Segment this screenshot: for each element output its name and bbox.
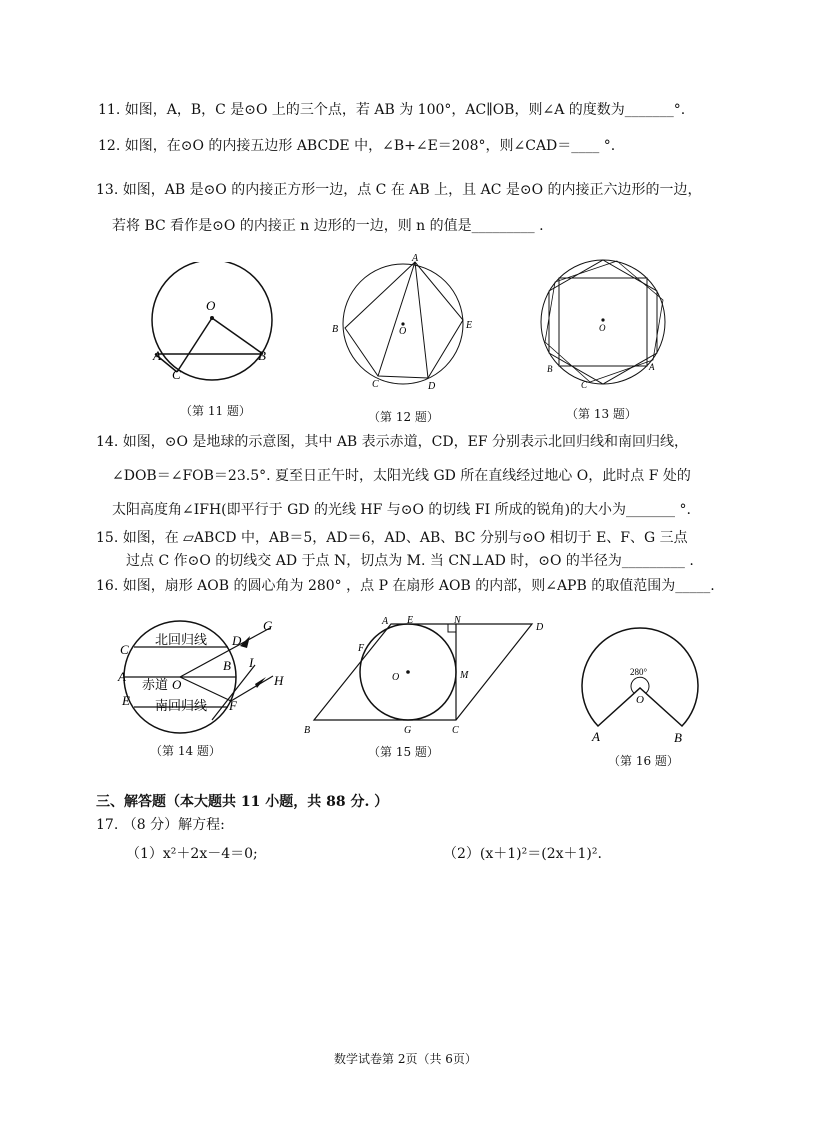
fig13-label-o: O — [599, 323, 606, 333]
question-17-part1: （1）x²＋2x－4＝0; — [126, 846, 258, 862]
question-17: 17. （8 分）解方程: — [96, 817, 225, 833]
fig14-arrow-g — [240, 636, 250, 648]
fig13-label-b: B — [547, 364, 553, 374]
question-14-line3: 太阳高度角∠IFH(即平行于 GD 的光线 HF 与⊙O 的切线 FI 所成的锐角)的大小为_______ °. — [112, 502, 691, 518]
fig15-label-a: A — [382, 616, 389, 627]
question-16: 16. 如图，扇形 AOB 的圆心角为 280° ，点 P 在扇形 AOB 的内部，则∠APB 的取值范围为_____. — [96, 578, 715, 594]
caption-12: （第 12 题） — [368, 410, 439, 424]
fig12-label-c: C — [372, 379, 379, 390]
question-11: 11. 如图，A，B，C 是⊙O 上的三个点，若 AB 为 100°，AC∥OB，则∠A 的度数为_______°. — [98, 102, 686, 118]
question-15-line2: 过点 C 作⊙O 的切线交 AD 于点 N，切点为 M. 当 CN⊥AD 时，⊙O 的半径为_________ . — [126, 553, 694, 569]
fig13-polygon-extra — [545, 261, 663, 382]
caption-14: （第 14 题） — [150, 744, 221, 758]
figure-16 — [576, 618, 716, 748]
fig15-label-o: O — [392, 672, 400, 683]
figure-14 — [110, 610, 300, 745]
fig13-square — [559, 278, 647, 366]
fig15-label-m: M — [460, 670, 469, 681]
question-13-line2: 若将 BC 看作是⊙O 的内接正 n 边形的一边，则 n 的值是_________ . — [112, 218, 544, 234]
fig14-label-equator: 赤道 — [142, 677, 169, 692]
fig11-label-o: O — [206, 298, 216, 313]
fig14-arrow-h — [255, 677, 266, 688]
fig14-label-b: B — [223, 658, 231, 673]
fig13-center-dot — [601, 318, 604, 321]
fig15-label-f: F — [358, 643, 365, 654]
fig13-label-a: A — [649, 362, 655, 372]
caption-11: （第 11 题） — [180, 404, 251, 418]
fig16-label-b: B — [674, 730, 682, 745]
caption-16: （第 16 题） — [608, 754, 679, 768]
fig15-label-e: E — [407, 615, 414, 626]
caption-13: （第 13 题） — [566, 407, 637, 421]
fig12-label-d: D — [428, 381, 436, 392]
section-3-title: 三、解答题（本大题共 11 小题，共 88 分. ） — [96, 794, 389, 810]
fig16-label-angle: 280° — [630, 667, 648, 677]
fig15-parallelogram — [314, 624, 532, 720]
figure-15 — [296, 606, 556, 741]
question-17-part2: （2）(x＋1)²＝(2x＋1)². — [443, 846, 602, 862]
fig16-label-o: O — [636, 694, 644, 706]
fig14-label-i: I — [249, 655, 254, 670]
question-14-line1: 14. 如图，⊙O 是地球的示意图，其中 AB 表示赤道，CD，EF 分别表示北回归线和南回归线， — [96, 434, 688, 450]
caption-15: （第 15 题） — [368, 745, 439, 759]
page-footer: 数学试卷第 2页（共 6页） — [334, 1052, 477, 1066]
fig15-label-n: N — [454, 615, 461, 626]
fig11-center-dot — [210, 316, 214, 320]
fig16-angle-arc — [631, 677, 649, 693]
fig11-radius-oc — [177, 318, 212, 372]
fig14-label-a: A — [118, 669, 126, 684]
question-14-line2: ∠DOB＝∠FOB＝23.5°. 夏至日正午时，太阳光线 GD 所在直线经过地心 O，此时点 F 处的 — [112, 468, 691, 484]
fig14-label-south: 南回归线 — [155, 698, 208, 713]
fig13-label-c: C — [581, 380, 588, 390]
fig14-label-g: G — [263, 618, 273, 633]
fig12-diagonal-ad — [415, 262, 428, 378]
figure-11 — [140, 262, 290, 392]
fig12-label-e: E — [466, 320, 473, 331]
question-15-line1: 15. 如图，在 ▱ABCD 中，AB＝5，AD＝6，AD、AB、BC 分别与⊙O 相切于 E、F、G 三点 — [96, 530, 688, 546]
fig11-label-c: C — [172, 367, 181, 382]
fig14-label-e: E — [122, 693, 130, 708]
fig15-label-d: D — [536, 622, 544, 633]
question-13-line1: 13. 如图，AB 是⊙O 的内接正方形一边，点 C 在 AB 上，且 AC 是⊙O 的内接正六边形的一边， — [96, 182, 702, 198]
fig11-label-a: A — [153, 348, 161, 363]
fig12-label-b: B — [332, 324, 339, 335]
fig13-circle — [541, 260, 665, 384]
fig15-label-b: B — [304, 725, 311, 736]
fig14-label-north: 北回归线 — [155, 632, 208, 647]
fig12-label-a: A — [412, 253, 419, 264]
fig14-label-o: O — [172, 677, 182, 692]
fig14-label-d: D — [232, 633, 242, 648]
figure-13 — [535, 250, 685, 395]
fig14-label-f: F — [229, 698, 237, 713]
fig15-center-dot — [406, 670, 410, 674]
fig15-label-g: G — [404, 725, 412, 736]
fig11-radius-ob — [212, 318, 263, 354]
fig14-label-c: C — [120, 642, 129, 657]
fig11-label-b: B — [258, 348, 266, 363]
fig14-label-h: H — [274, 673, 284, 688]
fig12-label-o: O — [399, 326, 407, 337]
fig16-label-a: A — [592, 729, 600, 744]
fig15-label-c: C — [452, 725, 459, 736]
figure-12 — [330, 250, 480, 395]
question-12: 12. 如图，在⊙O 的内接五边形 ABCDE 中，∠B+∠E＝208°，则∠CAD＝____ °. — [98, 138, 616, 154]
fig11-circle — [152, 262, 272, 380]
